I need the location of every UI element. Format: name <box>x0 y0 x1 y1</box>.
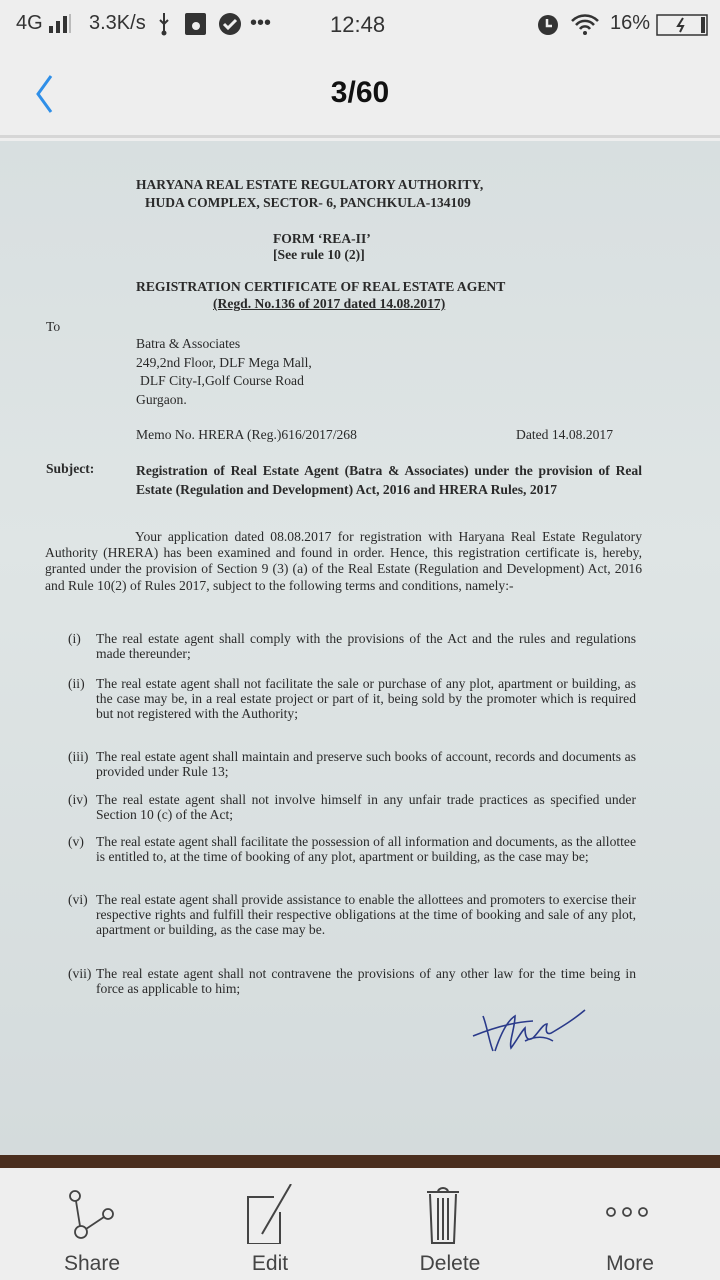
more-label: More <box>606 1252 654 1275</box>
term-item <box>68 749 636 779</box>
term-text: The real estate agent shall provide assistance to enable the allottees and promoters to exercise their respective rights and fulfill their respective obligations at the time of booking and sale of any plot, apartment or building, as the case may be. <box>96 892 636 937</box>
term-number: (iii) <box>68 749 89 764</box>
share-button[interactable] <box>2 1168 182 1280</box>
address-line: DLF City-I,Golf Course Road <box>140 373 304 388</box>
term-number: (vii) <box>68 966 92 981</box>
authority-line2: HUDA COMPLEX, SECTOR- 6, PANCHKULA-134109 <box>145 195 471 210</box>
battery-charging-icon <box>655 14 711 42</box>
delete-label: Delete <box>419 1252 481 1275</box>
subject-label: Subject: <box>46 461 95 476</box>
battery-percent: 16% <box>610 12 651 34</box>
more-dots-icon <box>602 1184 658 1244</box>
alarm-icon <box>536 12 560 42</box>
term-item <box>68 631 636 661</box>
term-text: The real estate agent shall not contravene the provisions of any other law for the time being in force as applicable to him; <box>96 966 636 996</box>
table-surface <box>0 1155 720 1168</box>
bottom-toolbar <box>0 1168 720 1280</box>
address-line: Gurgaon. <box>136 391 187 407</box>
more-button[interactable] <box>540 1168 720 1280</box>
usb-debug-icon <box>185 12 207 42</box>
term-text: The real estate agent shall maintain and preserve such books of account, records and documents as provided under Rule 13; <box>96 749 636 779</box>
memo-number: Memo No. HRERA (Reg.)616/2017/268 <box>136 427 357 442</box>
to-label: To <box>46 319 61 334</box>
wifi-icon <box>570 12 604 42</box>
document-image[interactable] <box>0 141 720 1155</box>
certificate-title: REGISTRATION CERTIFICATE OF REAL ESTATE AGENT <box>136 279 506 294</box>
clock: 12:48 <box>330 12 386 37</box>
network-type: 4G <box>16 12 43 34</box>
top-bar <box>0 50 720 138</box>
authority-line1: HARYANA REAL ESTATE REGULATORY AUTHORITY, <box>136 177 484 192</box>
address-line: Batra & Associates <box>136 336 241 351</box>
registration-number: (Regd. No.136 of 2017 dated 14.08.2017) <box>213 296 446 311</box>
subject-text: Registration of Real Estate Agent (Batra & Associates) under the provision of Real Estate (Regulation and Development) Act, 2016 and HRERA Rules, 2017 <box>136 463 642 497</box>
form-rule: [See rule 10 (2)] <box>273 247 365 262</box>
term-item <box>68 792 636 822</box>
term-text: The real estate agent shall facilitate the possession of all information and documents, as the allottee is entitled to, at the time of booking of any plot, apartment or building, as the case may be; <box>96 834 636 864</box>
term-item <box>68 676 636 721</box>
delete-button[interactable] <box>360 1168 540 1280</box>
address-block <box>136 335 312 409</box>
memo-date: Dated 14.08.2017 <box>516 427 614 442</box>
term-text: The real estate agent shall not involve himself in any unfair trade practices as specified under Section 10 (c) of the Act; <box>96 792 636 822</box>
more-notifications: ••• <box>250 12 272 34</box>
trash-icon <box>422 1184 478 1244</box>
term-text: The real estate agent shall comply with the provisions of the Act and the rules and regulations made thereunder; <box>96 631 636 661</box>
network-speed: 3.3K/s <box>89 12 146 34</box>
form-name: FORM ‘REA-II’ <box>273 231 371 246</box>
term-text: The real estate agent shall not facilitate the sale or purchase of any plot, apartment or building, as the case may be, in a real estate project or part of it, being sold by the promoter which is required but not registered with the Authority; <box>96 676 636 721</box>
status-bar <box>0 0 720 50</box>
edit-button[interactable] <box>180 1168 360 1280</box>
share-label: Share <box>63 1252 121 1275</box>
edit-label: Edit <box>251 1252 289 1275</box>
page-counter: 3/60 <box>330 76 390 109</box>
check-icon <box>218 12 242 42</box>
body-paragraph: Your application dated 08.08.2017 for registration with Haryana Real Estate Regulatory Authority (HRERA) has been examined and found in order. Hence, this registration certificate is, hereby, granted under the provision of Section 9 (3) (a) of the Real Estate (Regulation and Development) Act, 2016 and Rule 10(2) of Rules 2017, subject to the following terms and conditions, namely:- <box>45 529 642 593</box>
usb-icon <box>157 12 171 42</box>
signature <box>465 996 615 1066</box>
signal-icon <box>48 14 74 40</box>
share-icon <box>64 1184 120 1244</box>
term-number: (v) <box>68 834 84 849</box>
term-number: (iv) <box>68 792 88 807</box>
term-number: (ii) <box>68 676 85 691</box>
term-item <box>68 834 636 864</box>
address-line: 249,2nd Floor, DLF Mega Mall, <box>136 354 312 370</box>
edit-icon <box>242 1184 298 1244</box>
term-number: (i) <box>68 631 81 646</box>
term-item <box>68 966 636 996</box>
term-item <box>68 892 636 937</box>
term-number: (vi) <box>68 892 88 907</box>
